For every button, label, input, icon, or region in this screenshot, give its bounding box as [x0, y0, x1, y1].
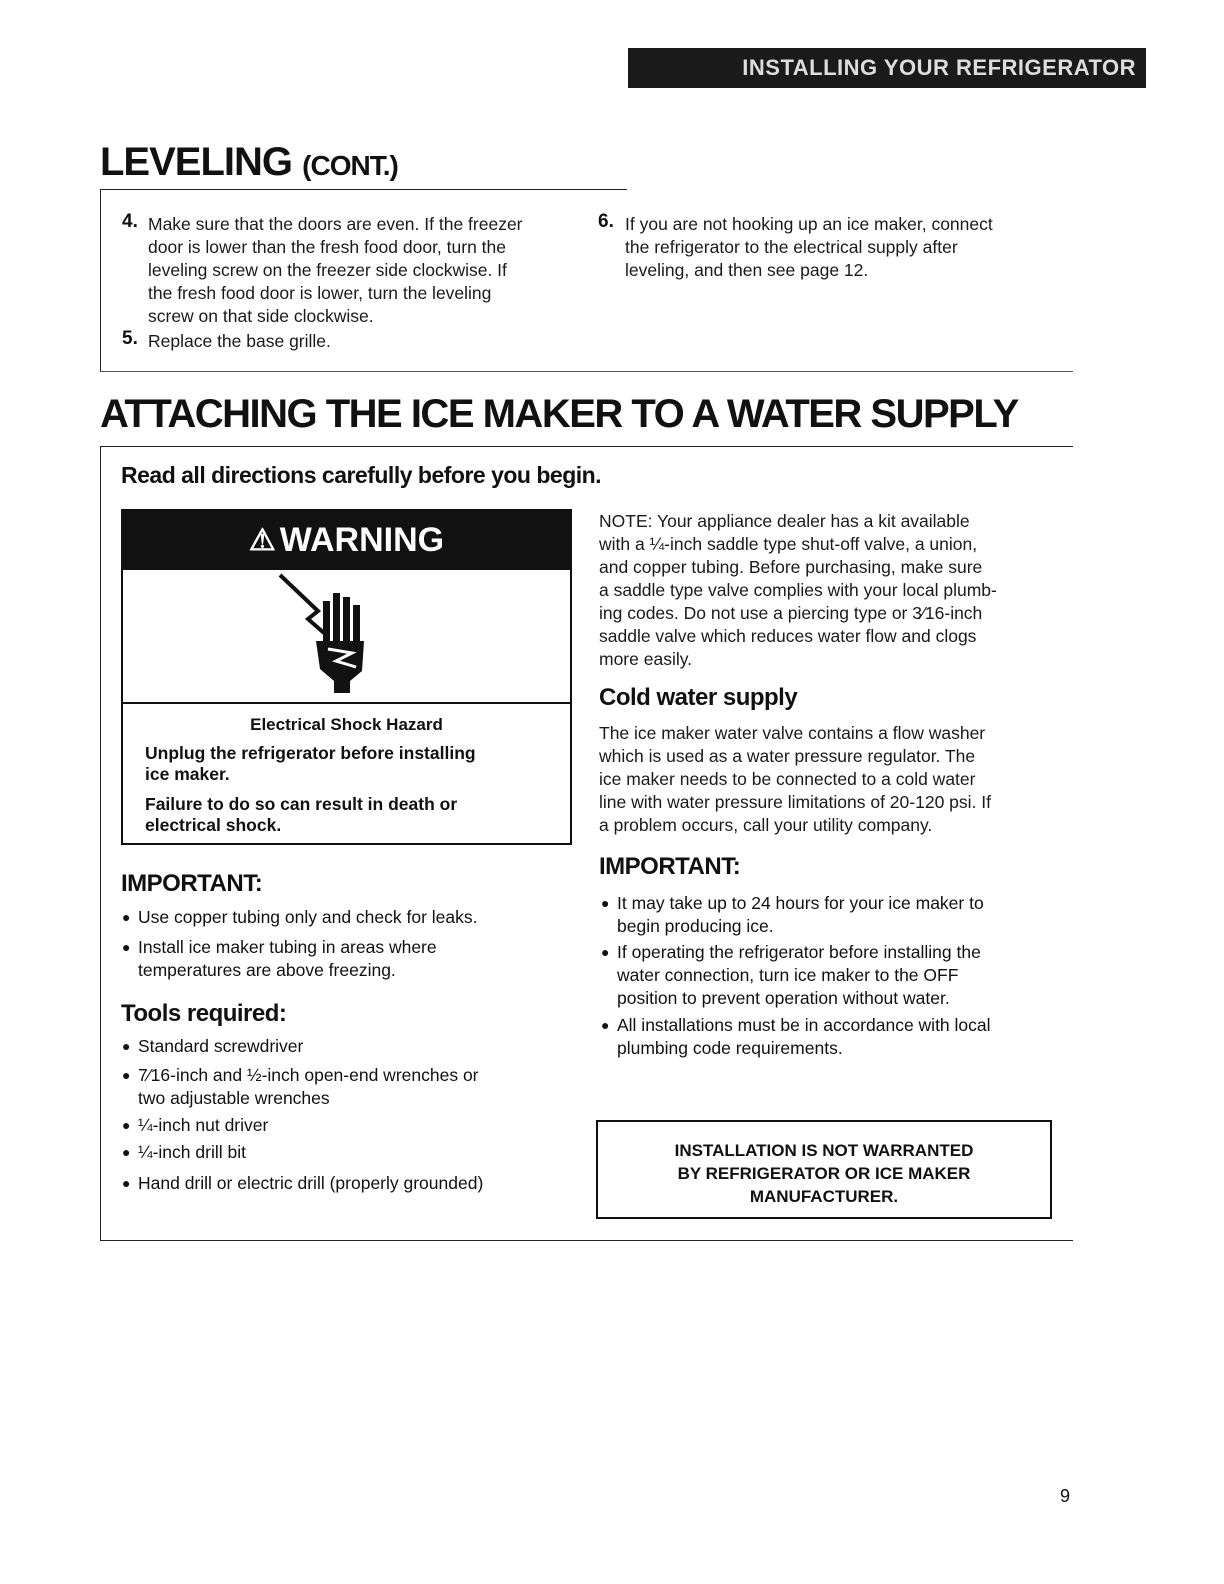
icemaker-top-rule: [100, 446, 1073, 447]
note-line: a saddle type valve complies with your local plumb-: [599, 580, 997, 600]
tool-text: two adjustable wrenches: [138, 1088, 330, 1108]
bullet-text: It may take up to 24 hours for your ice maker to: [617, 893, 984, 913]
tool-item: [122, 1035, 304, 1058]
cold-water-line: which is used as a water pressure regulator. The: [599, 746, 976, 766]
notice-line: MANUFACTURER.: [749, 1187, 899, 1206]
bullet-icon: ●: [122, 1144, 131, 1160]
header-banner: INSTALLING YOUR REFRIGERATOR: [628, 48, 1146, 88]
important-right-bullet-1: [601, 892, 984, 938]
bullet-icon: ●: [122, 939, 131, 955]
icemaker-bottom-rule: [100, 1240, 1073, 1241]
note-line: saddle valve which reduces water flow and clogs: [599, 626, 977, 646]
tool-text: ¼-inch drill bit: [138, 1142, 246, 1162]
important-left-title: IMPORTANT:: [121, 870, 263, 897]
step-4-line: leveling screw on the freezer side clockwise. If: [148, 260, 507, 280]
electrical-shock-hand-icon: [278, 571, 398, 696]
bullet-text: position to prevent operation without water.: [617, 988, 950, 1008]
tool-text: 7⁄16-inch and ½-inch open-end wrenches or: [138, 1065, 479, 1085]
warning-line: Unplug the refrigerator before installing: [145, 743, 476, 763]
step-4-text: [148, 213, 578, 328]
step-5-number: 5.: [122, 328, 138, 349]
bullet-icon: ●: [122, 909, 131, 925]
bullet-text: Install ice maker tubing in areas where: [138, 937, 437, 957]
warning-line: Failure to do so can result in death or: [145, 794, 458, 814]
note-line: and copper tubing. Before purchasing, make sure: [599, 557, 983, 577]
note-paragraph: [599, 510, 1059, 671]
icemaker-left-rule: [100, 446, 101, 1241]
bullet-text: temperatures are above freezing.: [138, 960, 396, 980]
important-right-title: IMPORTANT:: [599, 853, 741, 880]
note-line: ing codes. Do not use a piercing type or 3⁄16-inch: [599, 603, 983, 623]
warning-separator: [123, 702, 570, 704]
cold-water-title: Cold water supply: [599, 684, 798, 711]
leveling-top-rule: [100, 189, 627, 190]
bullet-icon: ●: [601, 944, 610, 960]
bullet-icon: ●: [601, 895, 610, 911]
tools-title: Tools required:: [121, 1000, 287, 1027]
section-title-leveling: [100, 140, 398, 185]
section-title-icemaker: ATTACHING THE ICE MAKER TO A WATER SUPPLY: [100, 392, 1018, 436]
tool-item: [122, 1064, 479, 1110]
note-line: NOTE: Your appliance dealer has a kit available: [599, 511, 970, 531]
bullet-text: begin producing ice.: [617, 916, 774, 936]
bullet-text: water connection, turn ice maker to the OFF: [617, 965, 959, 985]
title-cont: (CONT.): [302, 150, 398, 181]
bullet-icon: ●: [122, 1067, 131, 1083]
cold-water-line: a problem occurs, call your utility company.: [599, 815, 933, 835]
tool-text: ¼-inch nut driver: [138, 1115, 269, 1135]
warning-box: [121, 509, 572, 845]
hazard-title: Electrical Shock Hazard: [250, 715, 443, 734]
warning-header: [123, 511, 570, 570]
important-left-bullet-1: [122, 906, 478, 929]
tool-item: [122, 1172, 484, 1195]
bullet-text: All installations must be in accordance with local: [617, 1015, 991, 1035]
title-main: LEVELING: [100, 140, 293, 184]
important-right-bullet-2: [601, 941, 981, 1010]
bullet-text: Use copper tubing only and check for leaks.: [138, 907, 478, 927]
tool-text: Standard screwdriver: [138, 1036, 304, 1056]
step-6-line: the refrigerator to the electrical supply after: [625, 237, 958, 257]
warning-instruction: [145, 743, 476, 785]
step-4-number: 4.: [122, 211, 138, 232]
notice-line: BY REFRIGERATOR OR ICE MAKER: [677, 1164, 971, 1183]
step-5-text: Replace the base grille.: [148, 331, 331, 351]
warning-triangle-icon: ⚠: [248, 524, 276, 557]
leveling-bottom-rule: [100, 371, 1073, 372]
bullet-text: plumbing code requirements.: [617, 1038, 843, 1058]
step-4-line: door is lower than the fresh food door, turn the: [148, 237, 506, 257]
warning-consequence: [145, 794, 457, 836]
step-6-text: [625, 213, 1065, 282]
page-number: 9: [1060, 1486, 1071, 1506]
intro-heading: Read all directions carefully before you begin.: [121, 462, 602, 488]
tool-item: [122, 1114, 269, 1137]
bullet-icon: ●: [122, 1117, 131, 1133]
bullet-icon: ●: [122, 1175, 131, 1191]
step-6-number: 6.: [598, 211, 614, 232]
cold-water-line: ice maker needs to be connected to a cold water: [599, 769, 976, 789]
tool-item: [122, 1141, 246, 1164]
important-right-bullet-3: [601, 1014, 991, 1060]
warranty-notice-box: [596, 1120, 1052, 1219]
warning-line: electrical shock.: [145, 815, 282, 835]
notice-line: INSTALLATION IS NOT WARRANTED: [674, 1141, 974, 1160]
warning-header-text: WARNING: [279, 521, 445, 559]
tool-text: Hand drill or electric drill (properly grounded): [138, 1173, 484, 1193]
important-left-bullet-2: [122, 936, 437, 982]
cold-water-line: The ice maker water valve contains a flow washer: [599, 723, 986, 743]
step-6-line: If you are not hooking up an ice maker, connect: [625, 214, 993, 234]
cold-water-paragraph: [599, 722, 1059, 837]
bullet-text: If operating the refrigerator before installing the: [617, 942, 981, 962]
step-4-line: screw on that side clockwise.: [148, 306, 374, 326]
leveling-left-rule: [100, 189, 101, 372]
step-4-line: the fresh food door is lower, turn the leveling: [148, 283, 492, 303]
note-line: more easily.: [599, 649, 693, 669]
step-6-line: leveling, and then see page 12.: [625, 260, 869, 280]
bullet-icon: ●: [122, 1038, 131, 1054]
note-line: with a ¼-inch saddle type shut-off valve, a union,: [599, 534, 978, 554]
warning-line: ice maker.: [145, 764, 230, 784]
step-4-line: Make sure that the doors are even. If the freezer: [148, 214, 523, 234]
bullet-icon: ●: [601, 1017, 610, 1033]
cold-water-line: line with water pressure limitations of 20-120 psi. If: [599, 792, 991, 812]
